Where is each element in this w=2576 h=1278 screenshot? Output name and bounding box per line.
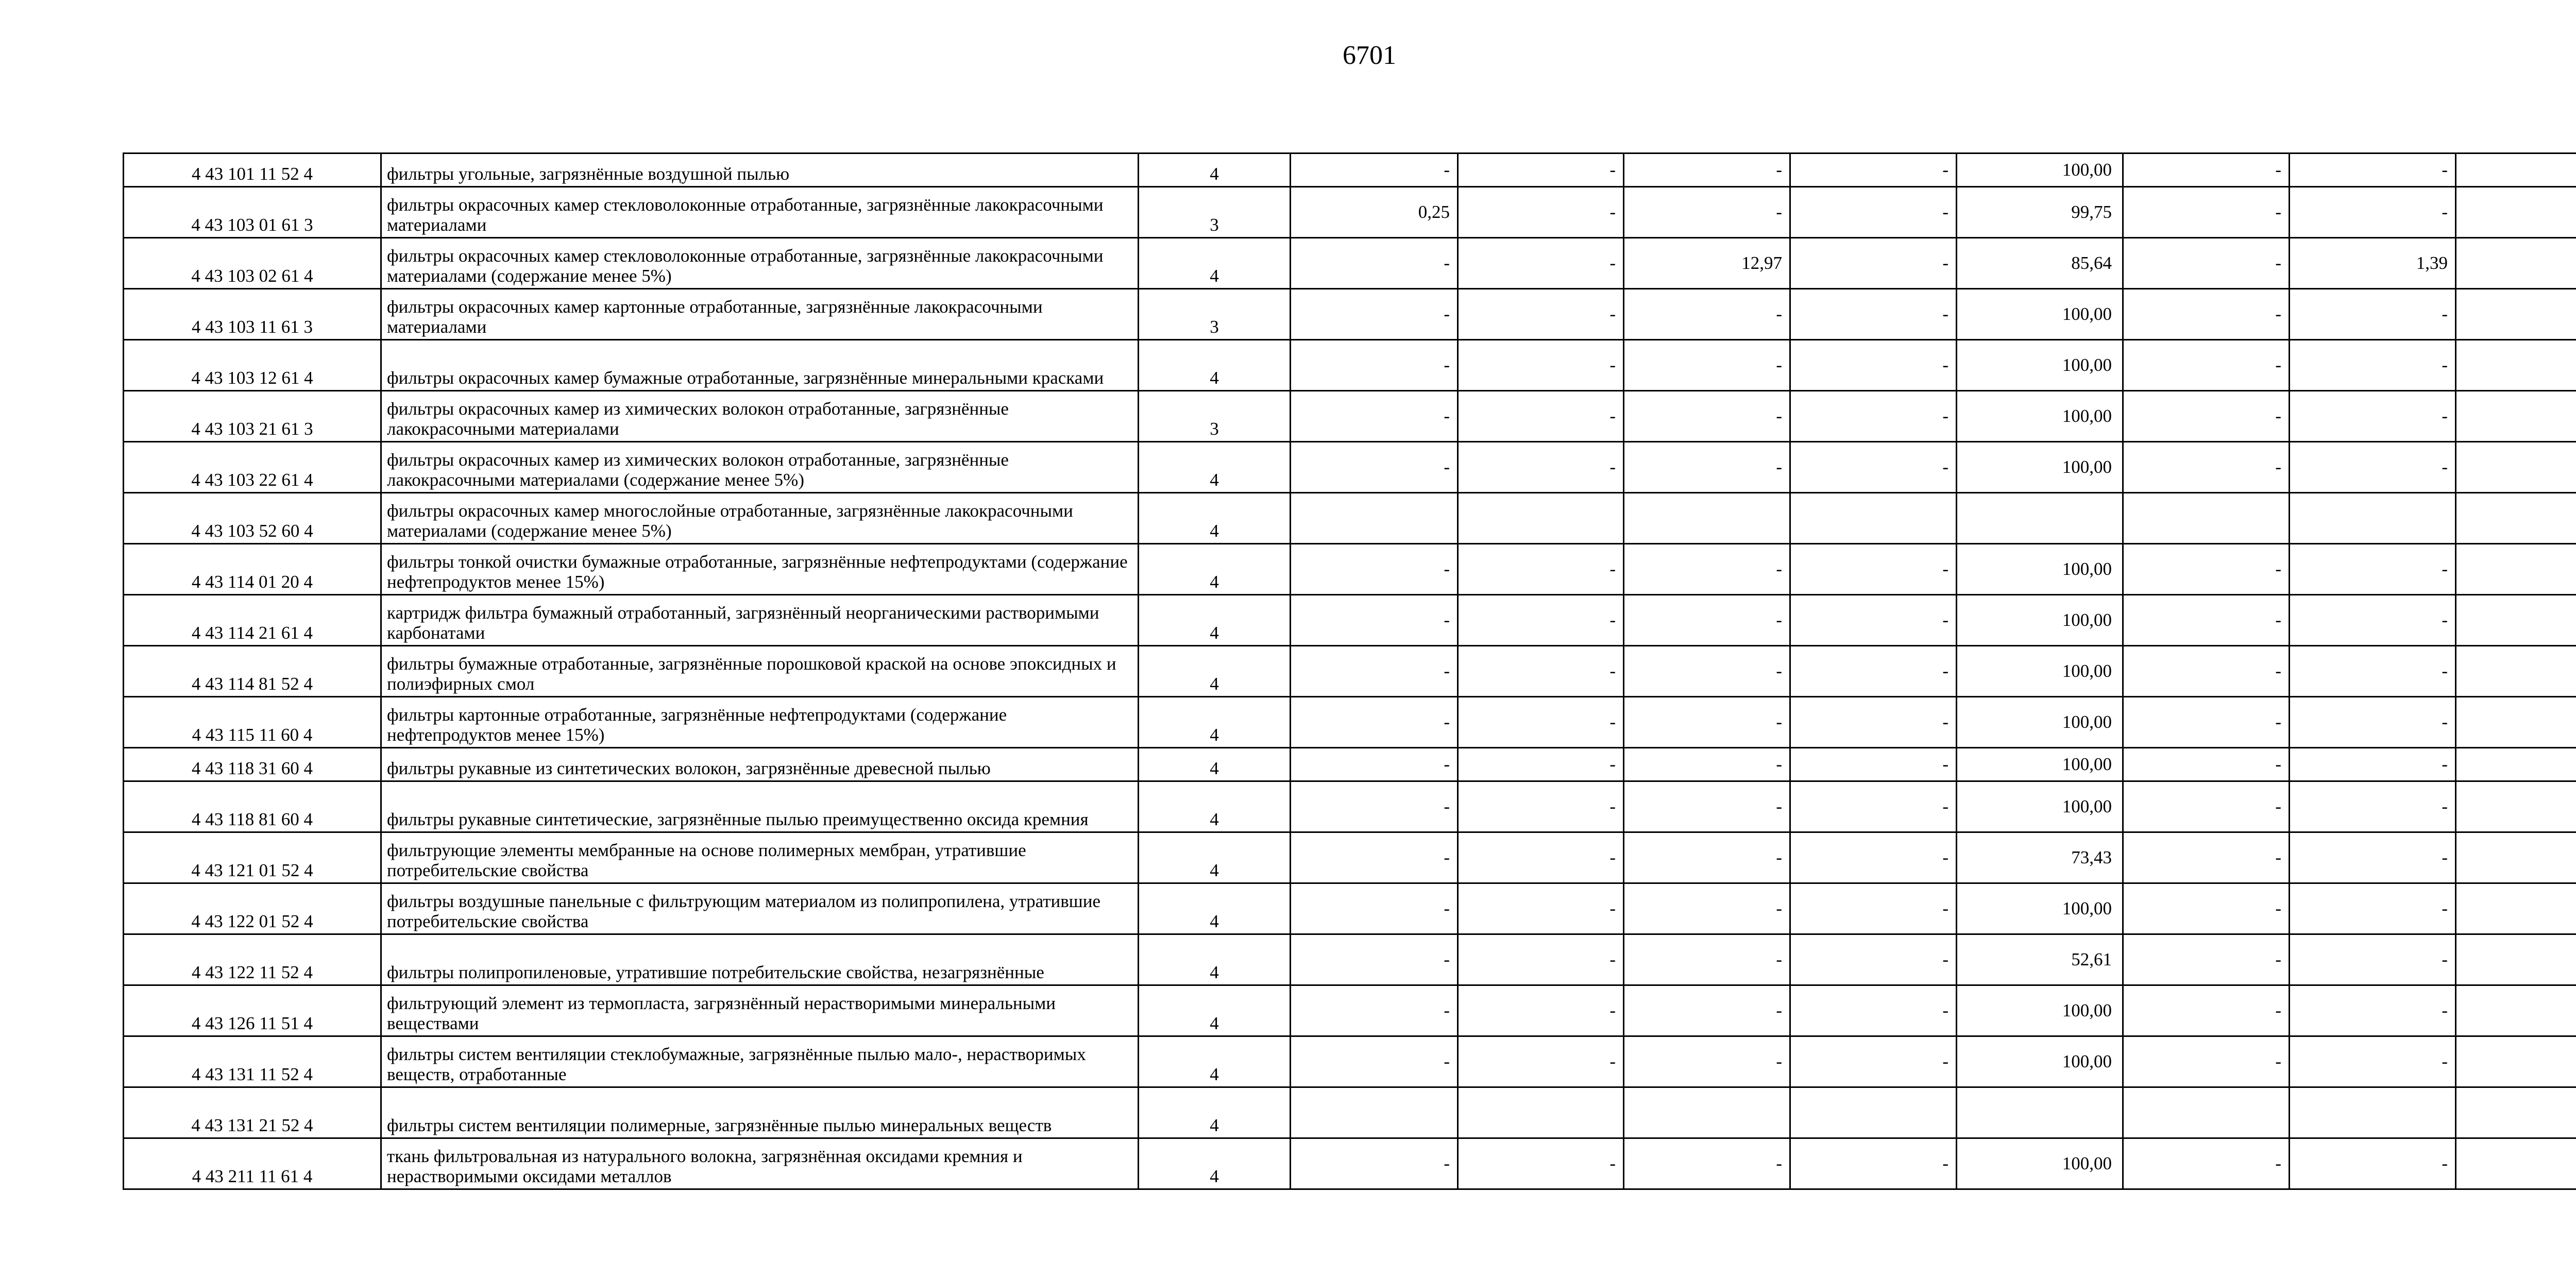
component-share-cell: - [1624,697,1790,748]
hazard-class-cell: 4 [1139,934,1291,985]
component-share-cell: - [1790,781,1957,832]
hazard-class-cell: 4 [1139,544,1291,595]
component-share-cell: - [2290,883,2456,934]
waste-code-cell: 4 43 103 52 60 4 [124,493,381,544]
waste-code-cell: 4 43 101 11 52 4 [124,154,381,187]
component-share-cell [2456,595,2576,646]
hazard-class-cell: 4 [1139,1036,1291,1087]
component-share-cell: - [1790,883,1957,934]
waste-name-cell: фильтрующие элементы мембранные на основе полимерных мембран, утратившие потребительские свойства [381,832,1139,883]
component-share-cell [2123,493,2290,544]
component-share-cell [1957,493,2123,544]
component-share-cell: - [1291,544,1458,595]
component-share-cell: - [2290,697,2456,748]
table-row [124,238,2576,289]
component-share-cell [2123,1087,2290,1138]
component-share-cell: - [1790,1138,1957,1189]
table-row [124,1036,2576,1087]
component-share-cell: - [1458,187,1624,238]
table-row [124,340,2576,391]
component-share-cell: - [1291,442,1458,493]
component-share-cell: - [1291,1138,1458,1189]
component-share-cell: - [1790,595,1957,646]
component-share-cell: - [1624,544,1790,595]
component-share-cell: 100,00 [1957,1036,2123,1087]
component-share-cell: - [1291,985,1458,1036]
component-share-cell: 100,00 [1957,544,2123,595]
component-share-cell [2456,187,2576,238]
waste-name-cell: фильтры окрасочных камер стекловолоконные отработанные, загрязнённые лакокрасочными материалами (содержание менее 5%) [381,238,1139,289]
component-share-cell: - [1458,544,1624,595]
component-share-cell: 100,00 [1957,1138,2123,1189]
hazard-class-cell: 4 [1139,781,1291,832]
component-share-cell: - [1458,340,1624,391]
component-share-cell: 73,43 [1957,832,2123,883]
waste-name-cell: фильтры угольные, загрязнённые воздушной пылью [381,154,1139,187]
waste-code-cell: 4 43 103 21 61 3 [124,391,381,442]
component-share-cell: - [1624,883,1790,934]
waste-code-cell: 4 43 103 02 61 4 [124,238,381,289]
hazard-class-cell: 3 [1139,187,1291,238]
component-share-cell: - [2123,985,2290,1036]
component-share-cell: - [1624,154,1790,187]
component-share-cell: - [1790,238,1957,289]
table-row [124,1138,2576,1189]
component-share-cell: - [1624,934,1790,985]
waste-name-cell: фильтры окрасочных камер стекловолоконные отработанные, загрязнённые лакокрасочными материалами [381,187,1139,238]
component-share-cell [2456,493,2576,544]
waste-code-cell: 4 43 118 31 60 4 [124,748,381,781]
table-row [124,781,2576,832]
component-share-cell: - [1291,832,1458,883]
component-share-cell: - [1458,595,1624,646]
component-share-cell: - [1458,781,1624,832]
component-share-cell: - [1624,340,1790,391]
waste-name-cell: фильтры окрасочных камер многослойные отработанные, загрязнённые лакокрасочными материалами (содержание менее 5%) [381,493,1139,544]
component-share-cell [2456,934,2576,985]
component-share-cell [2456,340,2576,391]
component-share-cell: 100,00 [1957,289,2123,340]
component-share-cell: - [1291,781,1458,832]
waste-name-cell: фильтры воздушные панельные с фильтрующим материалом из полипропилена, утратившие потребительские свойства [381,883,1139,934]
component-share-cell: - [2123,883,2290,934]
component-share-cell: - [2123,544,2290,595]
table-row [124,697,2576,748]
component-share-cell: 100,00 [1957,646,2123,697]
component-share-cell: - [1790,748,1957,781]
component-share-cell: - [1790,646,1957,697]
component-share-cell: - [1790,544,1957,595]
component-share-cell: - [1624,1138,1790,1189]
component-share-cell: - [2290,748,2456,781]
waste-name-cell: картридж фильтра бумажный отработанный, загрязнённый неорганическими растворимыми карбонатами [381,595,1139,646]
component-share-cell [2456,985,2576,1036]
component-share-cell: - [1624,985,1790,1036]
component-share-cell: - [2123,781,2290,832]
component-share-cell: - [2123,340,2290,391]
component-share-cell: 100,00 [1957,595,2123,646]
waste-code-cell: 4 43 126 11 51 4 [124,985,381,1036]
component-share-cell: 100,00 [1957,154,2123,187]
component-share-cell [2456,646,2576,697]
waste-name-cell: фильтры тонкой очистки бумажные отработанные, загрязнённые нефтепродуктами (содержание нефтепродуктов менее 15%) [381,544,1139,595]
component-share-cell: - [1458,1138,1624,1189]
component-share-cell: - [1291,391,1458,442]
component-share-cell: - [1458,748,1624,781]
waste-code-cell: 4 43 122 01 52 4 [124,883,381,934]
component-share-cell [1458,493,1624,544]
hazard-class-cell: 4 [1139,1087,1291,1138]
component-share-cell: - [1790,697,1957,748]
waste-code-cell: 4 43 121 01 52 4 [124,832,381,883]
component-share-cell [2456,238,2576,289]
component-share-cell: 85,64 [1957,238,2123,289]
component-share-cell [2456,544,2576,595]
hazard-class-cell: 4 [1139,154,1291,187]
component-share-cell [2456,154,2576,187]
component-share-cell: - [1790,187,1957,238]
component-share-cell: 12,97 [1624,238,1790,289]
waste-code-cell: 4 43 131 21 52 4 [124,1087,381,1138]
waste-name-cell: фильтры рукавные из синтетических волокон, загрязнённые древесной пылью [381,748,1139,781]
component-share-cell: - [2123,391,2290,442]
component-share-cell: - [1291,340,1458,391]
component-share-cell: - [1790,442,1957,493]
component-share-cell: 100,00 [1957,442,2123,493]
table-row [124,934,2576,985]
hazard-class-cell: 3 [1139,391,1291,442]
component-share-cell [1291,1087,1458,1138]
component-share-cell: - [2123,1036,2290,1087]
waste-code-cell: 4 43 115 11 60 4 [124,697,381,748]
component-share-cell: - [1458,154,1624,187]
hazard-class-cell: 4 [1139,442,1291,493]
component-share-cell: - [1790,985,1957,1036]
component-share-cell: - [2290,187,2456,238]
hazard-class-cell: 4 [1139,340,1291,391]
component-share-cell: - [1624,832,1790,883]
component-share-cell: - [2123,697,2290,748]
component-share-cell: - [1624,646,1790,697]
component-share-cell [2456,391,2576,442]
component-share-cell: - [1624,781,1790,832]
hazard-class-cell: 4 [1139,238,1291,289]
component-share-cell: - [1458,832,1624,883]
component-share-cell [1790,493,1957,544]
component-share-cell: 100,00 [1957,985,2123,1036]
component-share-cell: - [1291,646,1458,697]
waste-code-cell: 4 43 118 81 60 4 [124,781,381,832]
table-row [124,748,2576,781]
component-share-cell: - [2290,391,2456,442]
page-number: 6701 [1343,41,1396,70]
component-share-cell: - [1458,1036,1624,1087]
component-share-cell: - [1291,883,1458,934]
component-share-cell: - [1790,934,1957,985]
component-share-cell [2456,442,2576,493]
component-share-cell: - [2123,1138,2290,1189]
waste-name-cell: фильтры окрасочных камер картонные отработанные, загрязнённые лакокрасочными материалами [381,289,1139,340]
component-share-cell: - [1624,1036,1790,1087]
component-share-cell: - [2123,442,2290,493]
table-row [124,985,2576,1036]
component-share-cell: - [2290,781,2456,832]
hazard-class-cell: 4 [1139,748,1291,781]
component-share-cell: - [2290,544,2456,595]
component-share-cell: - [1458,985,1624,1036]
component-share-cell: - [2290,985,2456,1036]
waste-name-cell: фильтры бумажные отработанные, загрязнённые порошковой краской на основе эпоксидных и полиэфирных смол [381,646,1139,697]
component-share-cell: 0,25 [1291,187,1458,238]
component-share-cell [1624,493,1790,544]
component-share-cell: - [1624,748,1790,781]
component-share-cell: - [1624,187,1790,238]
component-share-cell: - [1790,1036,1957,1087]
table-row [124,154,2576,187]
waste-code-cell: 4 43 122 11 52 4 [124,934,381,985]
table-row [124,832,2576,883]
component-share-cell: - [2123,187,2290,238]
waste-name-cell: фильтры систем вентиляции полимерные, загрязнённые пылью минеральных веществ [381,1087,1139,1138]
table-row [124,883,2576,934]
component-share-cell: - [2290,1036,2456,1087]
component-share-cell [1624,1087,1790,1138]
component-share-cell: - [2123,646,2290,697]
table-body [124,154,2576,1189]
component-share-cell: - [1291,154,1458,187]
table-row [124,646,2576,697]
component-share-cell: 100,00 [1957,748,2123,781]
table-row [124,391,2576,442]
waste-name-cell: фильтры окрасочных камер из химических волокон отработанные, загрязнённые лакокрасочными материалами [381,391,1139,442]
waste-code-cell: 4 43 103 12 61 4 [124,340,381,391]
table-row [124,493,2576,544]
component-share-cell: - [1458,646,1624,697]
component-share-cell: - [2290,1138,2456,1189]
hazard-class-cell: 4 [1139,985,1291,1036]
component-share-cell [2456,883,2576,934]
component-share-cell: - [1624,595,1790,646]
waste-code-cell: 4 43 103 22 61 4 [124,442,381,493]
waste-code-cell: 4 43 103 11 61 3 [124,289,381,340]
waste-name-cell: фильтры окрасочных камер из химических волокон отработанные, загрязнённые лакокрасочными материалами (содержание менее 5%) [381,442,1139,493]
hazard-class-cell: 4 [1139,697,1291,748]
component-share-cell: - [1790,391,1957,442]
component-share-cell: - [1458,391,1624,442]
hazard-class-cell: 4 [1139,832,1291,883]
component-share-cell [2456,697,2576,748]
component-share-cell: - [1624,391,1790,442]
component-share-cell: 100,00 [1957,883,2123,934]
waste-name-cell: фильтрующий элемент из термопласта, загрязнённый нерастворимыми минеральными веществами [381,985,1139,1036]
waste-code-cell: 4 43 131 11 52 4 [124,1036,381,1087]
waste-name-cell: фильтры картонные отработанные, загрязнённые нефтепродуктами (содержание нефтепродуктов менее 15%) [381,697,1139,748]
component-share-cell: 100,00 [1957,391,2123,442]
component-share-cell: - [2123,289,2290,340]
table-row [124,289,2576,340]
component-share-cell: - [2290,646,2456,697]
component-share-cell: - [2123,238,2290,289]
waste-code-cell: 4 43 211 11 61 4 [124,1138,381,1189]
component-share-cell: 1,39 [2290,238,2456,289]
hazard-class-cell: 4 [1139,493,1291,544]
component-share-cell: - [1790,832,1957,883]
table-row [124,1087,2576,1138]
component-share-cell [1291,493,1458,544]
table-row [124,544,2576,595]
hazard-class-cell: 4 [1139,1138,1291,1189]
component-share-cell: - [2123,832,2290,883]
waste-code-cell: 4 43 103 01 61 3 [124,187,381,238]
hazard-class-cell: 4 [1139,883,1291,934]
component-share-cell [2290,493,2456,544]
component-share-cell: - [1291,238,1458,289]
component-share-cell: - [1458,697,1624,748]
component-share-cell: - [2290,934,2456,985]
component-share-cell [2456,1087,2576,1138]
component-share-cell [1957,1087,2123,1138]
hazard-class-cell: 3 [1139,289,1291,340]
component-share-cell: - [1291,697,1458,748]
component-share-cell: 100,00 [1957,781,2123,832]
component-share-cell: - [1291,1036,1458,1087]
component-share-cell: - [1458,238,1624,289]
component-share-cell: 52,61 [1957,934,2123,985]
component-share-cell: - [2123,154,2290,187]
component-share-cell [2456,781,2576,832]
component-share-cell: - [2290,442,2456,493]
hazard-class-cell: 4 [1139,595,1291,646]
component-share-cell [2456,1036,2576,1087]
waste-name-cell: ткань фильтровальная из натурального волокна, загрязнённая оксидами кремния и нерастворимыми оксидами металлов [381,1138,1139,1189]
component-share-cell: - [1790,340,1957,391]
component-share-cell: 99,75 [1957,187,2123,238]
table-row [124,595,2576,646]
component-share-cell: - [1790,289,1957,340]
waste-code-cell: 4 43 114 81 52 4 [124,646,381,697]
component-share-cell: - [1458,883,1624,934]
component-share-cell: - [2123,934,2290,985]
waste-name-cell: фильтры рукавные синтетические, загрязнённые пылью преимущественно оксида кремния [381,781,1139,832]
component-share-cell: - [2290,154,2456,187]
waste-code-cell: 4 43 114 21 61 4 [124,595,381,646]
component-share-cell [2456,1138,2576,1189]
table-row [124,442,2576,493]
component-share-cell: - [1458,289,1624,340]
component-share-cell [2456,748,2576,781]
component-share-cell: - [1790,154,1957,187]
table-row [124,187,2576,238]
component-share-cell: - [1291,289,1458,340]
waste-code-cell: 4 43 114 01 20 4 [124,544,381,595]
component-share-cell [1790,1087,1957,1138]
component-share-cell: - [2123,748,2290,781]
hazard-class-cell: 4 [1139,646,1291,697]
waste-name-cell: фильтры полипропиленовые, утратившие потребительские свойства, незагрязнённые [381,934,1139,985]
component-share-cell [2456,832,2576,883]
component-share-cell: - [1291,934,1458,985]
component-share-cell: 100,00 [1957,340,2123,391]
component-share-cell: - [2123,595,2290,646]
waste-name-cell: фильтры систем вентиляции стеклобумажные, загрязнённые пылью мало-, нерастворимых веществ, отработанные [381,1036,1139,1087]
component-share-cell: - [2290,832,2456,883]
component-share-cell: - [2290,340,2456,391]
component-share-cell: 100,00 [1957,697,2123,748]
component-share-cell [1458,1087,1624,1138]
component-share-cell [2290,1087,2456,1138]
waste-name-cell: фильтры окрасочных камер бумажные отработанные, загрязнённые минеральными красками [381,340,1139,391]
component-share-cell: - [1458,442,1624,493]
component-share-cell: - [1291,748,1458,781]
component-share-cell: - [1291,595,1458,646]
component-share-cell: - [1624,442,1790,493]
waste-composition-table [123,152,2576,1190]
component-share-cell [2456,289,2576,340]
component-share-cell: - [2290,289,2456,340]
component-share-cell: - [2290,595,2456,646]
component-share-cell: - [1458,934,1624,985]
component-share-cell: - [1624,289,1790,340]
